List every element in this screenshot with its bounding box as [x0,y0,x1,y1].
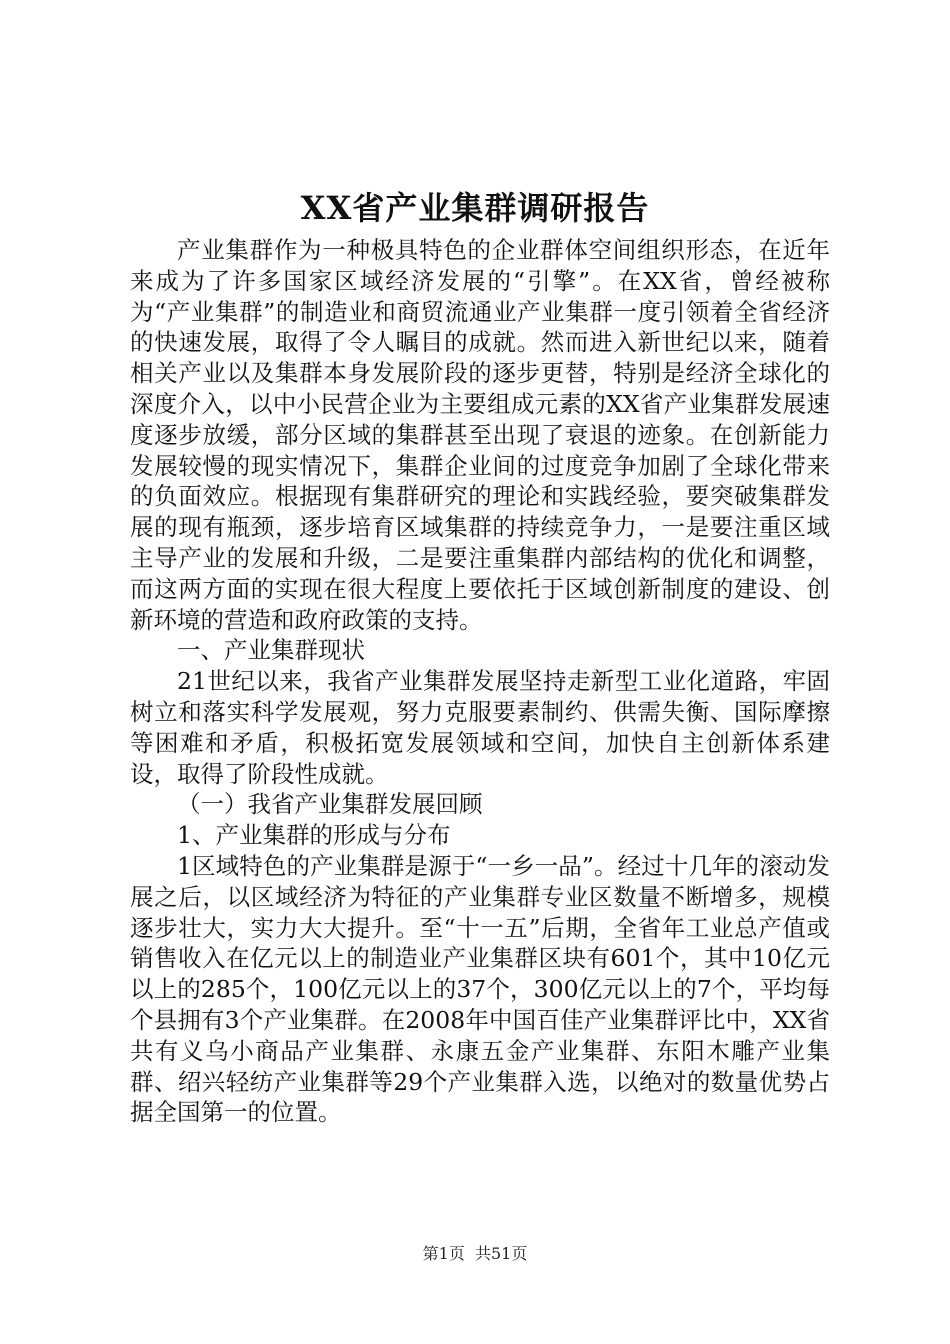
paragraph-formation: 1区域特色的产业集群是源于“一乡一品”。经过十几年的滚动发展之后，以区域经济为特征的产业集群专业区数量不断增多，规模逐步壮大，实力大大提升。至“十一五”后期，全省年工业总产值或销售收入在亿元以上的制造业产业集群区块有601个，其中10亿元以上的285个，100亿元以上的37个，300亿元以上的7个，平均每个县拥有3个产业集群。在2008年中国百佳产业集群评比中，XX省共有义乌小商品产业集群、永康五金产业集群、东阳木雕产业集群、绍兴轻纺产业集群等29个产业集群入选，以绝对的数量优势占据全国第一的位置。 [130,851,830,1127]
paragraph-status: 21世纪以来，我省产业集群发展坚持走新型工业化道路，牢固树立和落实科学发展观，努力克服要素制约、供需失衡、国际摩擦等困难和矛盾，积极拓宽发展领域和空间，加快自主创新体系建设，取得了阶段性成就。 [130,667,830,788]
page-number: 第1页 共51页 [422,1244,528,1263]
document-body [130,235,830,1128]
document-title: XX省产业集群调研报告 [300,189,650,227]
page-footer [0,1244,950,1264]
paragraph-intro: 产业集群作为一种极具特色的企业群体空间组织形态，在近年来成为了许多国家区域经济发展的“引擎”。在XX省，曾经被称为“产业集群”的制造业和商贸流通业产业集群一度引领着全省经济的快速发展，取得了令人瞩目的成就。然而进入新世纪以来，随着相关产业以及集群本身发展阶段的逐步更替，特别是经济全球化的深度介入，以中小民营企业为主要组成元素的XX省产业集群发展速度逐步放缓，部分区域的集群甚至出现了衰退的迹象。在创新能力发展较慢的现实情况下，集群企业间的过度竞争加剧了全球化带来的负面效应。根据现有集群研究的理论和实践经验，要突破集群发展的现有瓶颈，逐步培育区域集群的持续竞争力，一是要注重区域主导产业的发展和升级，二是要注重集群内部结构的优化和调整，而这两方面的实现在很大程度上要依托于区域创新制度的建设、创新环境的营造和政府政策的支持。 [130,236,830,634]
subsubsection-heading-formation: 1、产业集群的形成与分布 [177,821,451,850]
subsection-heading-review: （一）我省产业集群发展回顾 [177,790,483,819]
section-heading-status: 一、产业集群现状 [177,636,365,665]
